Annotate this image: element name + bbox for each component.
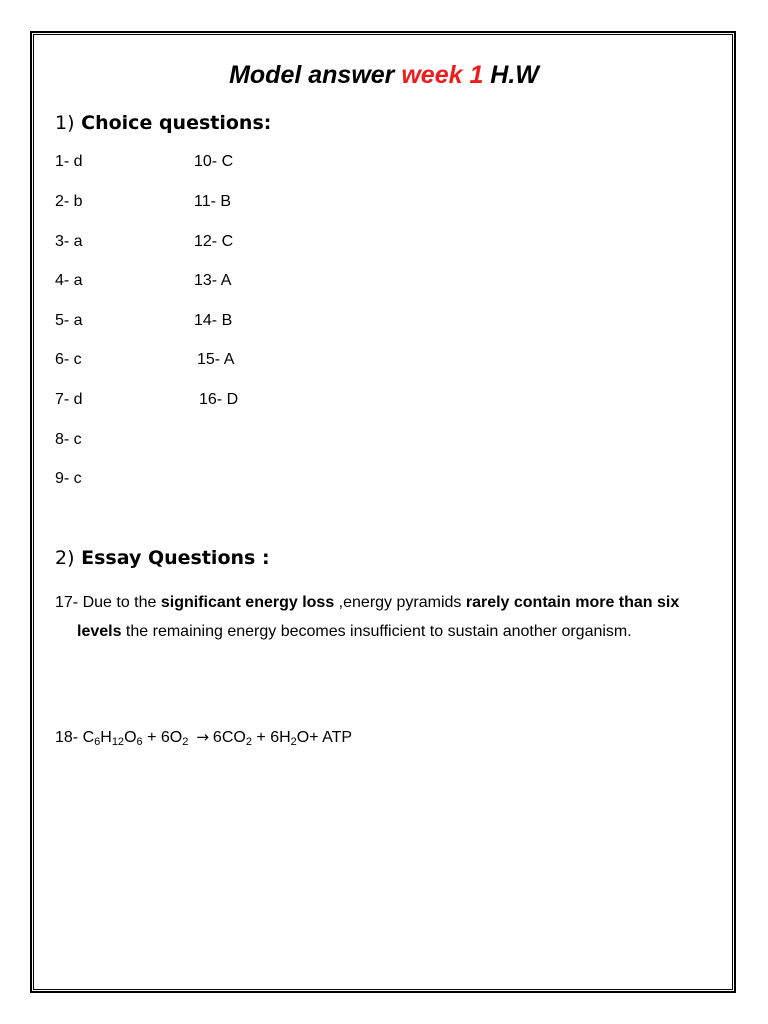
answer-item: 11- B: [194, 193, 232, 210]
equation-subscript: 2: [290, 736, 297, 748]
equation-text: O+ ATP: [296, 729, 353, 746]
equation-text: + 6H: [251, 729, 291, 746]
answer-item: 5- a: [55, 312, 83, 329]
answer-item: 6- c: [55, 351, 82, 368]
title-accent: week 1: [401, 61, 484, 89]
answer-item: 9- c: [55, 470, 82, 487]
answer-item: 2- b: [55, 193, 83, 210]
answer-item: 8- c: [55, 431, 82, 448]
section-number: 2): [55, 547, 75, 569]
answer-item: 14- B: [194, 312, 233, 329]
section-number: 1): [55, 112, 75, 134]
essay-text: ,energy pyramids: [334, 594, 466, 611]
answer-item: 13- A: [194, 272, 232, 289]
title-prefix: Model answer: [229, 61, 402, 89]
page-border-inner: [33, 34, 733, 990]
section-heading-essay: [55, 545, 270, 571]
answer-item: 10- C: [194, 153, 234, 170]
equation-text: 18- C: [55, 729, 95, 746]
answer-item: 3- a: [55, 233, 83, 250]
section-label: Essay Questions :: [81, 547, 270, 569]
page-title: [0, 58, 768, 92]
essay-bold: rarely contain more than six levels: [77, 594, 680, 640]
equation-text: O: [124, 729, 137, 746]
equation-subscript: 12: [111, 736, 125, 748]
answer-item: 15- A: [197, 351, 235, 368]
essay-text: the remaining energy becomes insufficient to sustain another organism.: [121, 623, 632, 640]
equation-text: + 6O: [142, 729, 183, 746]
equation-text: 6CO: [212, 729, 246, 746]
equation-subscript: 2: [245, 736, 252, 748]
answer-item: 12- C: [194, 233, 234, 250]
answer-item: 16- D: [199, 391, 239, 408]
title-suffix: H.W: [483, 61, 539, 89]
section-heading-choice: [55, 110, 271, 136]
section-label: Choice questions:: [81, 112, 272, 134]
arrow-right-icon: →: [196, 728, 209, 746]
answer-item: 1- d: [55, 153, 83, 170]
essay-answer-17: [55, 588, 715, 646]
answer-item: 4- a: [55, 272, 83, 289]
equation-text: H: [100, 729, 112, 746]
essay-bold: significant energy loss: [160, 594, 335, 611]
equation-subscript: 6: [94, 736, 101, 748]
essay-text: 17- Due to the: [55, 594, 161, 611]
answer-item: 7- d: [55, 391, 83, 408]
essay-answer-18-equation: [55, 724, 352, 751]
equation-subscript: 6: [136, 736, 143, 748]
equation-subscript: 2: [182, 736, 189, 748]
